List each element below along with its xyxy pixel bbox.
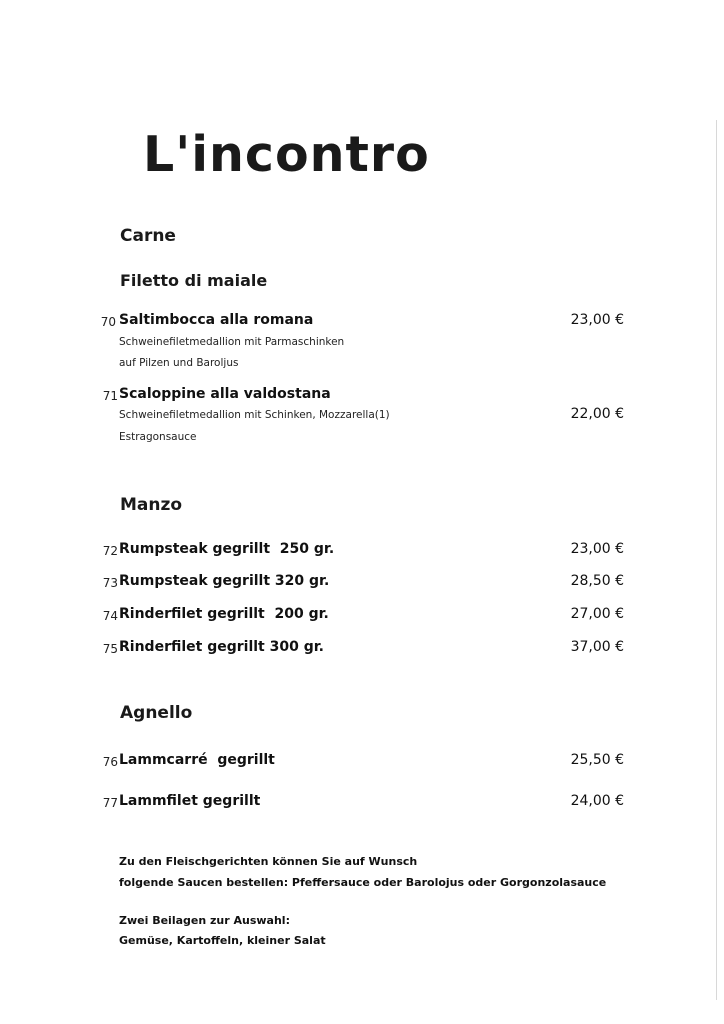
item-name: Rumpsteak gegrillt 320 gr.: [119, 573, 330, 589]
section-heading-agnello: Agnello: [120, 703, 193, 723]
item-description: Schweinefiletmedallion mit Schinken, Mozzarella(1): [119, 409, 390, 421]
item-number: 76: [102, 755, 118, 769]
menu-item: [0, 639, 724, 659]
item-price: 28,50 €: [570, 573, 624, 589]
item-price: 24,00 €: [570, 793, 624, 809]
sides-note: Gemüse, Kartoffeln, kleiner Salat: [119, 934, 326, 947]
item-description: Estragonsauce: [119, 431, 197, 443]
item-number: 70: [100, 315, 116, 329]
menu-item: [0, 573, 724, 593]
item-description: auf Pilzen und Baroljus: [119, 357, 239, 369]
item-name: Scaloppine alla valdostana: [119, 386, 331, 402]
item-number: 71: [102, 389, 118, 403]
item-price: 27,00 €: [570, 606, 624, 622]
page-title: L'incontro: [143, 126, 430, 183]
section-heading-carne: Carne: [120, 226, 176, 246]
sauce-note: Zu den Fleischgerichten können Sie auf Wunsch: [119, 855, 418, 868]
item-price: 37,00 €: [570, 639, 624, 655]
menu-item: [0, 312, 724, 332]
item-number: 74: [102, 609, 118, 623]
menu-item: [0, 793, 724, 813]
sides-note: Zwei Beilagen zur Auswahl:: [119, 914, 290, 927]
item-name: Saltimbocca alla romana: [119, 312, 314, 328]
menu-item: [0, 386, 724, 406]
item-description: Schweinefiletmedallion mit Parmaschinken: [119, 336, 345, 348]
item-name: Rinderfilet gegrillt 200 gr.: [119, 606, 329, 622]
item-price: 23,00 €: [570, 312, 624, 328]
item-number: 75: [102, 642, 118, 656]
menu-item: [0, 752, 724, 772]
section-heading-manzo: Manzo: [120, 495, 183, 515]
item-name: Rinderfilet gegrillt 300 gr.: [119, 639, 324, 655]
item-name: Lammfilet gegrillt: [119, 793, 261, 809]
menu-item: [0, 606, 724, 626]
item-price: 25,50 €: [570, 752, 624, 768]
item-number: 77: [102, 796, 118, 810]
item-price: 22,00 €: [570, 406, 624, 422]
item-price: 23,00 €: [570, 541, 624, 557]
item-number: 72: [102, 544, 118, 558]
item-name: Rumpsteak gegrillt 250 gr.: [119, 541, 335, 557]
subsection-heading-filetto: Filetto di maiale: [120, 271, 268, 290]
sauce-note: folgende Saucen bestellen: Pfeffersauce oder Barolojus oder Gorgonzolasauce: [119, 876, 607, 889]
item-name: Lammcarré gegrillt: [119, 752, 275, 768]
item-number: 73: [102, 576, 118, 590]
menu-item: [0, 541, 724, 561]
